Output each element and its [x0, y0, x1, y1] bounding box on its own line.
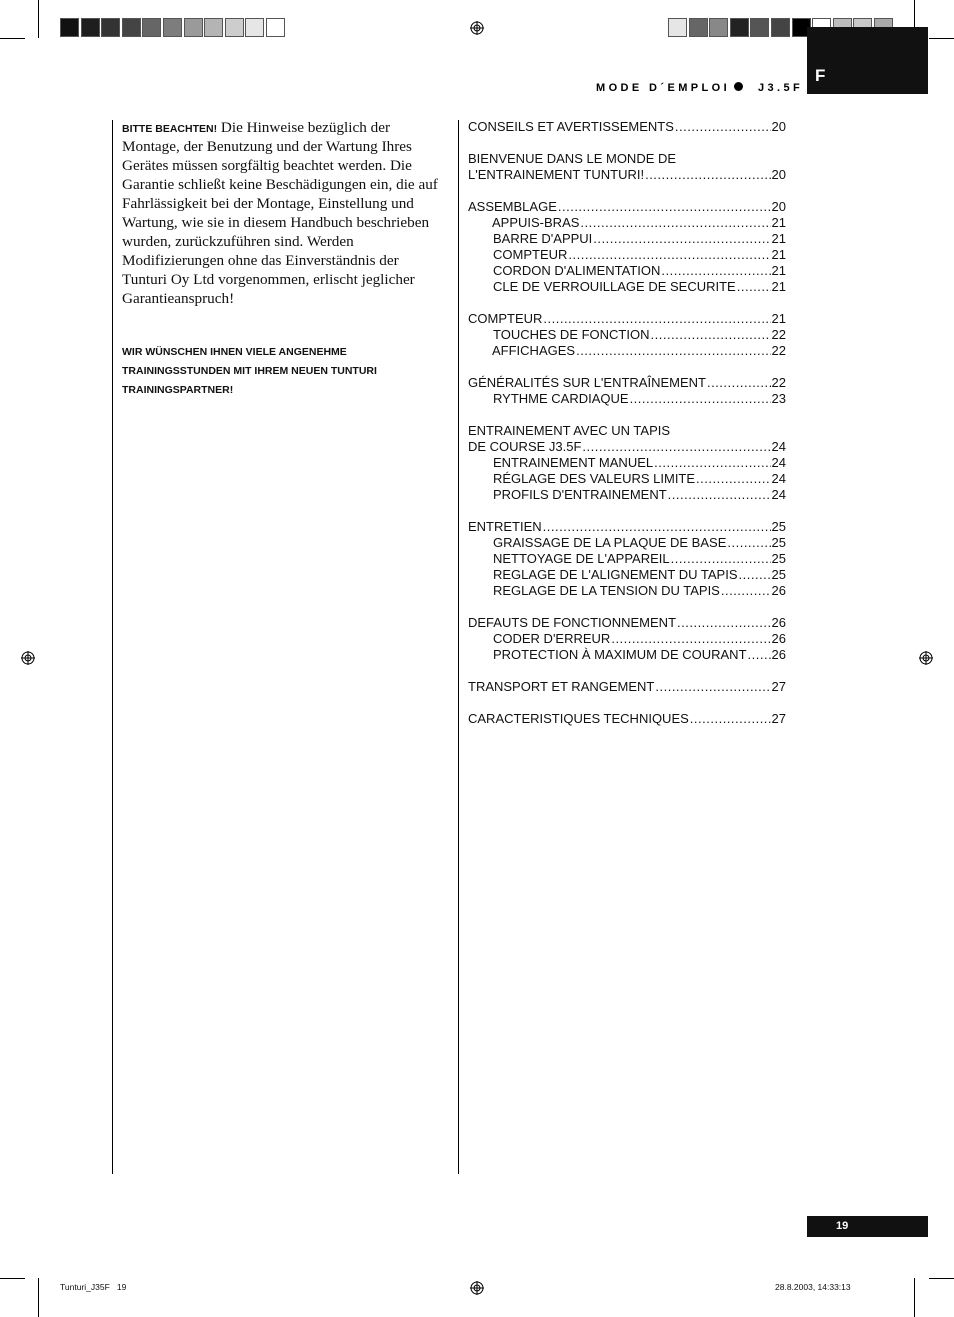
running-title: MODE D´EMPLOI	[596, 82, 731, 94]
toc-subentry[interactable]: BARRE D'APPUI ..... 21	[468, 231, 786, 247]
color-swatch	[730, 18, 749, 37]
crop-mark	[929, 1278, 954, 1279]
toc-entry[interactable]: ENTRETIEN ..... 25	[468, 519, 786, 535]
toc-entry-line: ENTRAINEMENT AVEC UN TAPIS	[468, 423, 671, 438]
color-swatch	[142, 18, 161, 37]
color-swatch	[266, 18, 285, 37]
toc-entry[interactable]: GÉNÉRALITÉS SUR L'ENTRAÎNEMENT ..... 22	[468, 375, 786, 391]
table-of-contents	[468, 119, 786, 727]
registration-mark-icon	[470, 21, 484, 35]
warranty-notice	[122, 118, 440, 308]
toc-subentry[interactable]: COMPTEUR ..... 21	[468, 247, 786, 263]
column-rule-middle	[458, 120, 459, 1174]
toc-subentry[interactable]: CODER D'ERREUR ..... 26	[468, 631, 786, 647]
footer-slug-left: Tunturi_J35F 19	[60, 1282, 127, 1292]
crop-mark	[0, 38, 25, 39]
color-swatch	[668, 18, 687, 37]
language-tab-letter: F	[815, 66, 826, 85]
toc-subentry[interactable]: RYTHME CARDIAQUE ..... 23	[468, 391, 786, 407]
footer-slug-right: 28.8.2003, 14:33:13	[775, 1282, 851, 1292]
toc-entry[interactable]: TRANSPORT ET RANGEMENT ..... 27	[468, 679, 786, 695]
running-model: J3.5F	[758, 82, 804, 94]
registration-mark-icon	[470, 1281, 484, 1295]
toc-subentry[interactable]: REGLAGE DE LA TENSION DU TAPIS ..... 26	[468, 583, 786, 599]
toc-subentry[interactable]: CLE DE VERROUILLAGE DE SECURITE ..... 21	[468, 279, 786, 295]
page-number-box	[807, 1216, 928, 1237]
color-swatch	[225, 18, 244, 37]
notice-body: Die Hinweise bezüglich der Montage, der Benutzung und der Wartung Ihres Gerätes müssen sorgfältig beachtet werden. Die Garantie schließt keine Beschädigungen ein, die auf Fahrlässigkeit bei der Montage, Einstellung und Wartung, wie sie in diesem Handbuch beschrieben wurden, zurückzuführen sind. Werden Modifizierungen ohne das Einverständnis der Tunturi Oy Ltd vorgenommen, erlischt jeglicher Garantieanspruch!	[122, 119, 438, 307]
color-swatch	[122, 18, 141, 37]
closing-wish: WIR WÜNSCHEN IHNEN VIELE ANGENEHME TRAININGSSTUNDEN MIT IHREM NEUEN TUNTURI TRAININGSPARTNER!	[122, 346, 377, 396]
toc-subentry[interactable]: AFFICHAGES ..... 22	[468, 343, 786, 359]
toc-subentry[interactable]: ENTRAINEMENT MANUEL ..... 24	[468, 455, 786, 471]
toc-subentry[interactable]: REGLAGE DE L'ALIGNEMENT DU TAPIS ..... 25	[468, 567, 786, 583]
toc-entry-line: BIENVENUE DANS LE MONDE DE	[468, 151, 677, 166]
color-swatch	[709, 18, 728, 37]
color-swatch	[245, 18, 264, 37]
color-swatch	[689, 18, 708, 37]
color-swatch	[60, 18, 79, 37]
crop-mark	[0, 1278, 25, 1279]
registration-mark-icon	[21, 651, 35, 665]
crop-mark	[929, 38, 954, 39]
bullet-dot-icon	[734, 82, 743, 91]
toc-subentry[interactable]: APPUIS-BRAS ..... 21	[468, 215, 786, 231]
toc-entry[interactable]: DE COURSE J3.5F ..... 24	[468, 439, 786, 455]
color-swatch	[204, 18, 223, 37]
crop-mark	[38, 1278, 39, 1317]
page-number: 19	[836, 1220, 849, 1232]
toc-subentry[interactable]: RÉGLAGE DES VALEURS LIMITE ..... 24	[468, 471, 786, 487]
toc-subentry[interactable]: TOUCHES DE FONCTION ..... 22	[468, 327, 786, 343]
toc-entry[interactable]: CARACTERISTIQUES TECHNIQUES ..... 27	[468, 711, 786, 727]
language-tab	[807, 27, 928, 94]
crop-mark	[914, 1278, 915, 1317]
toc-subentry[interactable]: GRAISSAGE DE LA PLAQUE DE BASE ..... 25	[468, 535, 786, 551]
toc-subentry[interactable]: PROTECTION À MAXIMUM DE COURANT ..... 26	[468, 647, 786, 663]
color-swatch	[81, 18, 100, 37]
color-swatch	[771, 18, 790, 37]
color-swatch	[163, 18, 182, 37]
registration-mark-icon	[919, 651, 933, 665]
toc-entry[interactable]: COMPTEUR ..... 21	[468, 311, 786, 327]
color-swatch	[750, 18, 769, 37]
toc-subentry[interactable]: NETTOYAGE DE L'APPAREIL ..... 25	[468, 551, 786, 567]
toc-entry[interactable]: DEFAUTS DE FONCTIONNEMENT ..... 26	[468, 615, 786, 631]
toc-entry[interactable]: CONSEILS ET AVERTISSEMENTS ..... 20	[468, 119, 786, 135]
column-rule-left	[112, 120, 113, 1174]
toc-entry[interactable]: L'ENTRAINEMENT TUNTURI! ..... 20	[468, 167, 786, 183]
notice-lead: BITTE BEACHTEN!	[122, 123, 218, 135]
toc-subentry[interactable]: PROFILS D'ENTRAINEMENT ..... 24	[468, 487, 786, 503]
color-swatch	[184, 18, 203, 37]
toc-subentry[interactable]: CORDON D'ALIMENTATION ..... 21	[468, 263, 786, 279]
color-swatch	[101, 18, 120, 37]
toc-entry[interactable]: ASSEMBLAGE ..... 20	[468, 199, 786, 215]
crop-mark	[38, 0, 39, 38]
